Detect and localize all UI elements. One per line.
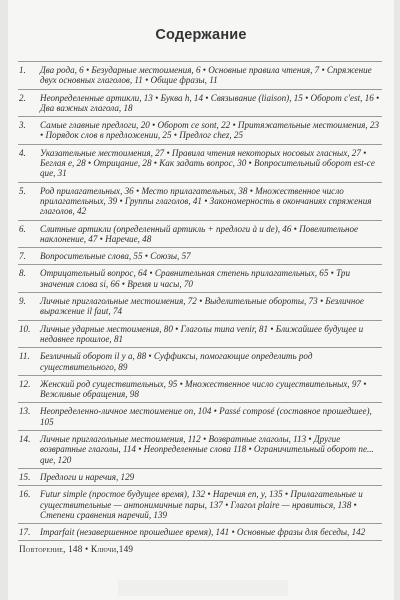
divider-rule [18,182,382,183]
toc-entry [8,268,394,289]
toc-entry-number: 5. [19,185,26,196]
page-title: Содержание [155,27,247,43]
toc-entry-text: Безличный оборот il y a, 88 • Суффиксы, помогающие определить род существительного, 89 [40,351,313,372]
toc-entry [8,406,394,427]
bleed-through-shade [118,580,288,596]
book-page [8,0,394,600]
toc-entry [8,527,394,537]
toc-entry-number: 14. [19,434,31,445]
toc-entry [8,93,394,114]
toc-entry-number: 9. [19,296,26,307]
divider-rule [18,320,382,321]
toc-entry-text: Futur simple (простое будущее время), 132 • Наречия en, y, 135 • Прилагательные и существительные — антонимичные пары, 137 • Глагол plaire — нравиться, 138 • Степени сравнения наречий, 139 [40,489,363,520]
toc-entry [8,251,394,261]
toc-entry-number: 16. [19,489,31,500]
toc-entry-number: 7. [19,251,26,262]
divider-rule [18,375,382,376]
divider-rule [18,220,382,221]
toc-entry [8,186,394,217]
toc-entry [8,489,394,520]
divider-rule [18,347,382,348]
toc-entry [8,434,394,465]
divider-rule [18,540,382,541]
divider-rule [18,61,382,62]
toc-entry [8,224,394,245]
toc-entry [8,379,394,400]
toc-entry [8,120,394,141]
divider-rule [18,485,382,486]
toc-entry-number: 1. [19,65,26,75]
divider-rule [18,247,382,248]
toc-entry-number: 13. [19,406,31,417]
divider-rule [18,292,382,293]
toc-entry [8,351,394,372]
toc-entry-text: Род прилагательных, 36 • Место прилагательных, 38 • Множественное число прилагательных, 39 • Группы глаголов, 41 • Закономерность в окончаниях спряжения глаголов, 42 [40,185,372,217]
toc-entry-number: 15. [19,471,31,482]
toc-entry [8,65,394,86]
toc-entry-text: Вопросительные слова, 55 • Союзы, 57 [40,251,191,262]
divider-rule [18,264,382,265]
toc-entry [8,324,394,345]
toc-entry-text: Неопределенные артикли, 13 • Буква h, 14 • Связывание (liaison), 15 • Оборот c'est, 16 • Два важных глагола, 18 [40,92,380,113]
toc-entry-number: 6. [19,223,26,234]
toc-entry-number: 2. [19,92,26,103]
divider-rule [18,89,382,90]
toc-entry-text: Личные приглагольные местоимения, 72 • Выделительные обороты, 73 • Безличное выражение il faut, 74 [40,296,364,317]
divider-rule [18,468,382,469]
toc-entry-text: Imparfait (незавершенное прошедшее время), 141 • Основные фразы для беседы, 142 [40,527,366,538]
toc-entry-number: 8. [19,268,26,279]
toc-entry-text: Отрицательный вопрос, 64 • Сравнительная степень прилагательных, 65 • Три значения слова si, 66 • Время и часы, 70 [40,268,351,289]
toc-entry [8,472,394,482]
toc-entry-text: Личные ударные местоимения, 80 • Глаголы типа venir, 81 • Ближайшее будущее и недавнее прошлое, 81 [40,323,364,344]
divider-rule [18,430,382,431]
divider-rule [18,144,382,145]
divider-rule [18,402,382,403]
toc-entry-text: Неопределенно-личное местоимение on, 104 • Passé composé (составное прошедшее), 105 [40,406,372,427]
toc-footer: Повторение, 148 • Ключи,149 [19,544,134,555]
toc-entry-number: 10. [19,323,31,334]
toc-entry-text: Слитные артикли (определенный артикль + предлоги à и de), 46 • Повелительное наклонение, 47 • Наречие, 48 [40,223,359,244]
toc-entry-text: Женский род существительных, 95 • Множественное число существительных, 97 • Вежливые обращения, 98 [40,378,367,400]
toc-entry-text: Личные приглагольные местоимения, 112 • Возвратные глаголы, 113 • Другие возвратные глаголы, 114 • Неопределенные слова 118 • Ограничительный оборот ne... que, 120 [40,434,374,465]
toc-entry-number: 11. [19,351,30,362]
toc-entry-number: 3. [19,120,26,131]
toc-entry [8,296,394,317]
toc-entry-text: Самые главные предлоги, 20 • Оборот ce sont, 22 • Притяжательные местоимения, 23 • Порядок слов в предложении, 25 • Предлог chez, 25 [40,120,379,141]
divider-rule [18,116,382,117]
table-of-contents [8,58,394,555]
toc-entry-number: 12. [19,378,31,389]
toc-entry [8,148,394,179]
toc-entry-number: 17. [19,527,31,538]
divider-rule [18,523,382,524]
toc-entry-text: Два рода, 6 • Безударные местоимения, 6 • Основные правила чтения, 7 • Спряжение двух основных глаголов, 11 • Общие фразы, 11 [40,65,372,86]
toc-entry-number: 4. [19,147,26,158]
toc-entry-text: Предлоги и наречия, 129 [40,471,135,482]
toc-entry-text: Указательные местоимения, 27 • Правила чтения некоторых носовых гласных, 27 • Беглая e, 28 • Отрицание, 28 • Как задать вопрос, 30 • Вопросительный оборот est-ce que, 31 [40,147,375,179]
